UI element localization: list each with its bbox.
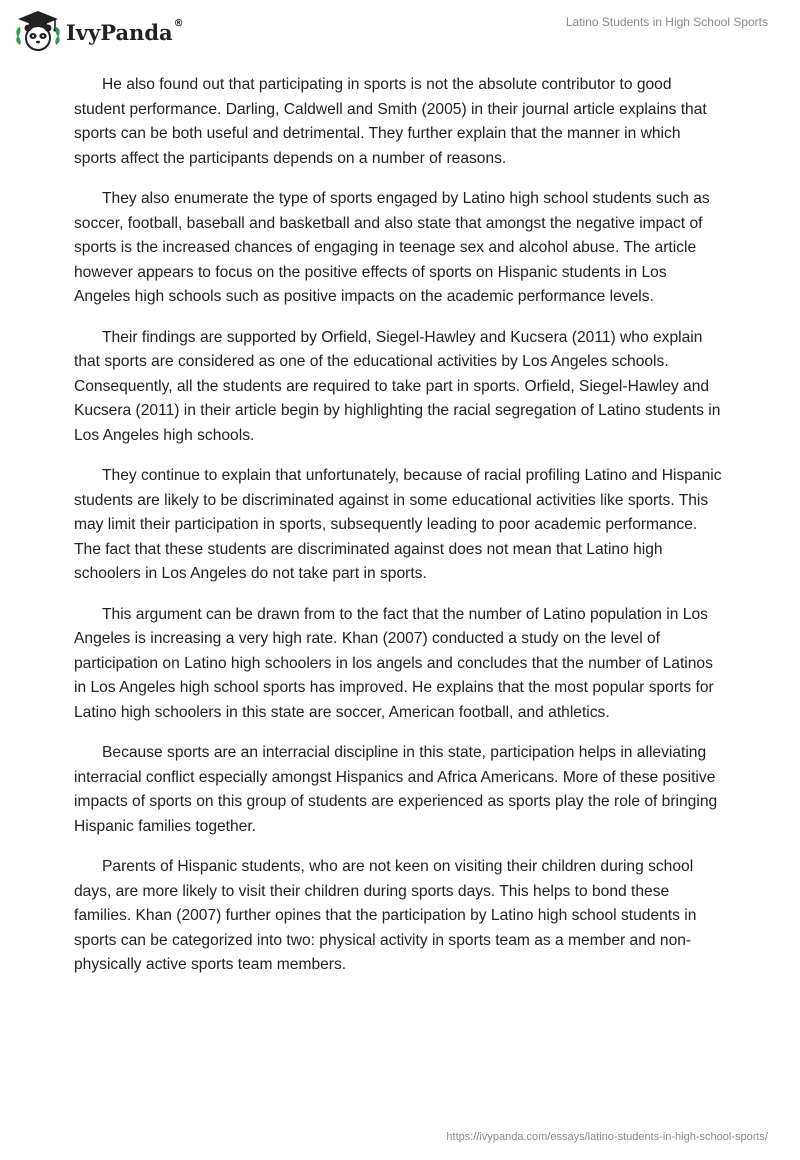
paragraph: He also found out that participating in sports is not the absolute contributor to good student performance. Darling, Caldwell and Smith (2005) in their journal article explains that sports can be both useful and detrimental. They further explain that the manner in which sports affect the participants depends on a number of reasons.: [74, 76, 707, 167]
source-url[interactable]: https://ivypanda.com/essays/latino-students-in-high-school-sports/: [446, 1131, 768, 1143]
paragraph: They also enumerate the type of sports engaged by Latino high school students such as soccer, football, baseball and basketball and also state that amongst the negative impact of sports is the increased chances of engaging in teenage sex and alcohol abuse. The article however appears to focus on the positive effects of sports on Hispanic students in Los Angeles high schools such as positive impacts on the academic performance levels.: [74, 190, 710, 305]
ivypanda-logo[interactable]: [14, 9, 184, 53]
brand-name: IvyPanda®: [66, 17, 184, 45]
page-header: [0, 0, 800, 64]
essay-body: [74, 73, 726, 994]
paragraph: Their findings are supported by Orfield, Siegel-Hawley and Kucsera (2011) who explain that sports are considered as one of the educational activities by Los Angeles schools. Consequently, all the students are required to take part in sports. Orfield, Siegel-Hawley and Kucsera (2011) in their article begin by highlighting the racial segregation of Latino students in Los Angeles high schools.: [74, 328, 721, 444]
paragraph: Because sports are an interracial discipline in this state, participation helps in alleviating interracial conflict especially amongst Hispanics and Africa Americans. More of these positive impacts of sports on this group of students are experienced as sports play the role of bringing Hispanic families together.: [74, 744, 718, 835]
panda-graduate-icon: [14, 9, 62, 53]
paragraph: This argument can be drawn from to the fact that the number of Latino population in Los Angeles is increasing a very high rate. Khan (2007) conducted a study on the level of participation on Latino high schoolers in los angels and concludes that the number of Latinos in Los Angeles high school sports has improved. He explains that the most popular sports for Latino high schoolers in this state are soccer, American football, and athletics.: [74, 605, 714, 721]
paragraph: They continue to explain that unfortunately, because of racial profiling Latino and Hispanic students are likely to be discriminated against in some educational activities like sports. This may limit their participation in sports, subsequently leading to poor academic performance. The fact that these students are discriminated against does not mean that Latino high schoolers in Los Angeles do not take part in sports.: [74, 467, 722, 582]
paragraph: Parents of Hispanic students, who are not keen on visiting their children during school days, are more likely to visit their children during sports days. This helps to bond these families. Khan (2007) further opines that the participation by Latino high school students in sports can be categorized into two: physical activity in sports team as a member and non- physically active sports team members.: [74, 858, 697, 973]
registered-mark: ®: [173, 17, 184, 29]
document-title: Latino Students in High School Sports: [565, 15, 768, 29]
